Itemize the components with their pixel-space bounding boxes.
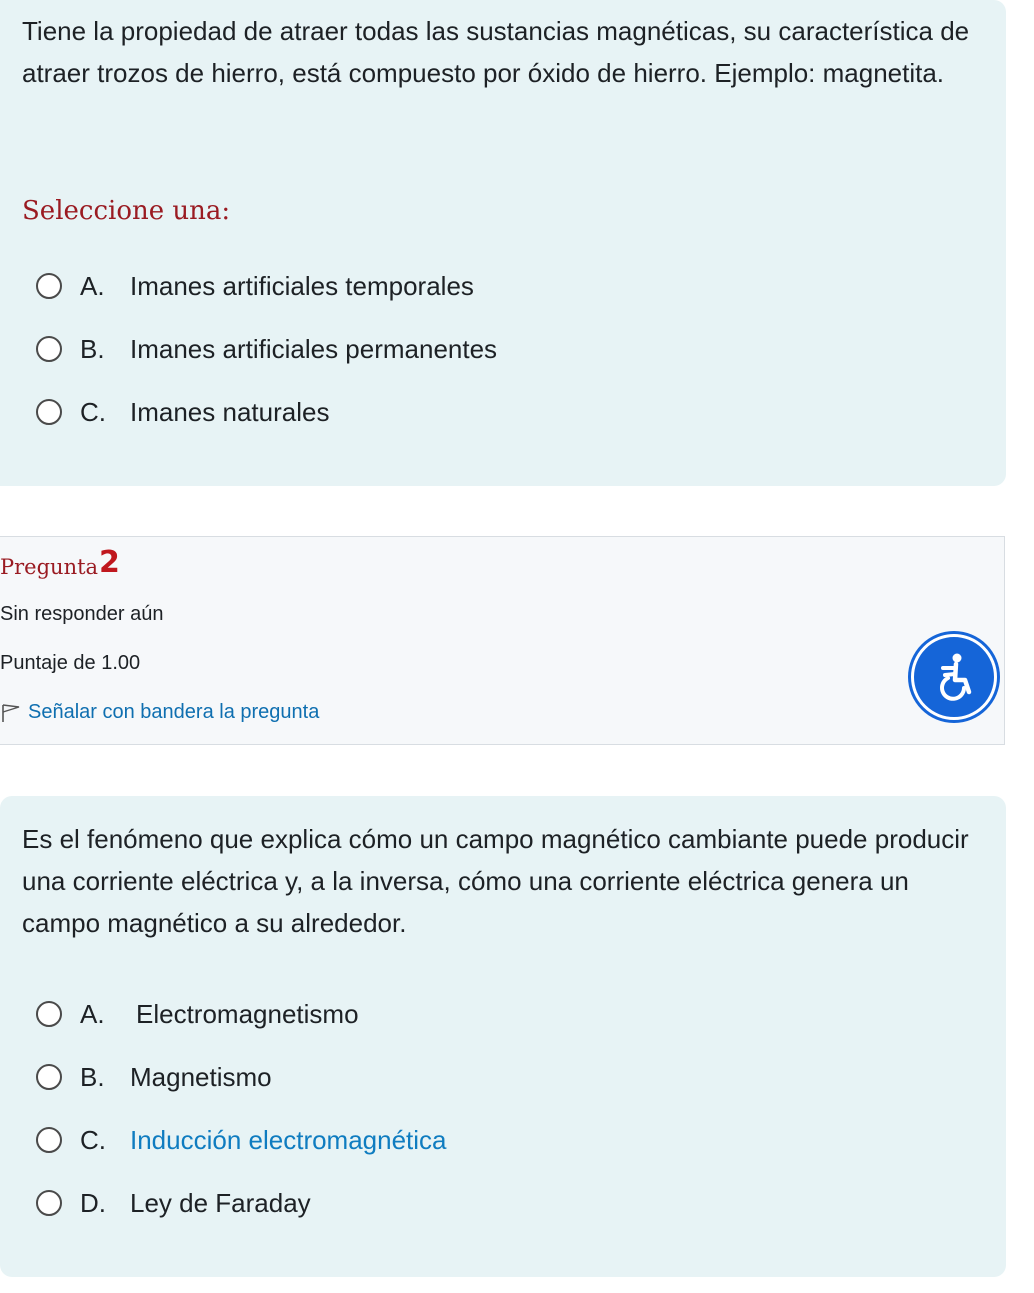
option-text: Electromagnetismo xyxy=(136,998,359,1029)
q1-option-c[interactable] xyxy=(36,392,329,432)
option-letter: C. xyxy=(80,396,106,427)
radio-button[interactable] xyxy=(36,399,62,425)
option-letter: C. xyxy=(80,1124,106,1155)
question-2-text: Es el fenómeno que explica cómo un campo magnético cambiante puede producir una corriente eléctrica y, a la inversa, cómo una corriente eléctrica genera un campo magnético a su alrededor. xyxy=(22,824,969,938)
option-text: Ley de Faraday xyxy=(130,1187,311,1218)
question-grade: Puntaje de 1.00 xyxy=(0,652,141,674)
option-text: Imanes artificiales temporales xyxy=(130,270,474,301)
question-label: Pregunta xyxy=(0,555,99,579)
accessibility-button[interactable] xyxy=(911,634,997,720)
radio-button[interactable] xyxy=(36,1064,62,1090)
radio-button[interactable] xyxy=(36,1001,62,1027)
flag-icon xyxy=(0,703,22,723)
accessibility-icon xyxy=(927,650,981,704)
q2-option-d[interactable] xyxy=(36,1183,311,1223)
radio-button[interactable] xyxy=(36,273,62,299)
question-1-content xyxy=(0,0,1006,486)
option-text: Imanes artificiales permanentes xyxy=(130,333,498,364)
option-letter: B. xyxy=(80,1061,105,1092)
q1-option-a[interactable] xyxy=(36,266,474,306)
radio-button[interactable] xyxy=(36,1127,62,1153)
question-1-text: Tiene la propiedad de atraer todas las sustancias magnéticas, su característica de atraer trozos de hierro, está compuesto por óxido de hierro. Ejemplo: magnetita. xyxy=(22,16,970,88)
select-one-prompt: Seleccione una: xyxy=(22,196,231,226)
flag-question-label: Señalar con bandera la pregunta xyxy=(28,701,320,723)
option-letter: A. xyxy=(80,270,105,301)
question-number: 2 xyxy=(99,545,120,580)
option-text: Imanes naturales xyxy=(130,396,330,427)
option-text: Magnetismo xyxy=(130,1061,272,1092)
q1-option-b[interactable] xyxy=(36,329,497,369)
radio-button[interactable] xyxy=(36,1190,62,1216)
question-state: Sin responder aún xyxy=(0,603,164,625)
flag-question-link[interactable] xyxy=(0,701,319,724)
q2-option-c[interactable] xyxy=(36,1120,447,1160)
radio-button[interactable] xyxy=(36,336,62,362)
option-text: Inducción electromagnética xyxy=(130,1124,447,1155)
q2-option-b[interactable] xyxy=(36,1057,272,1097)
option-letter: B. xyxy=(80,333,105,364)
question-2-content xyxy=(0,796,1006,1277)
option-letter: D. xyxy=(80,1187,106,1218)
option-letter: A. xyxy=(80,998,105,1029)
q2-option-a[interactable] xyxy=(36,994,359,1034)
